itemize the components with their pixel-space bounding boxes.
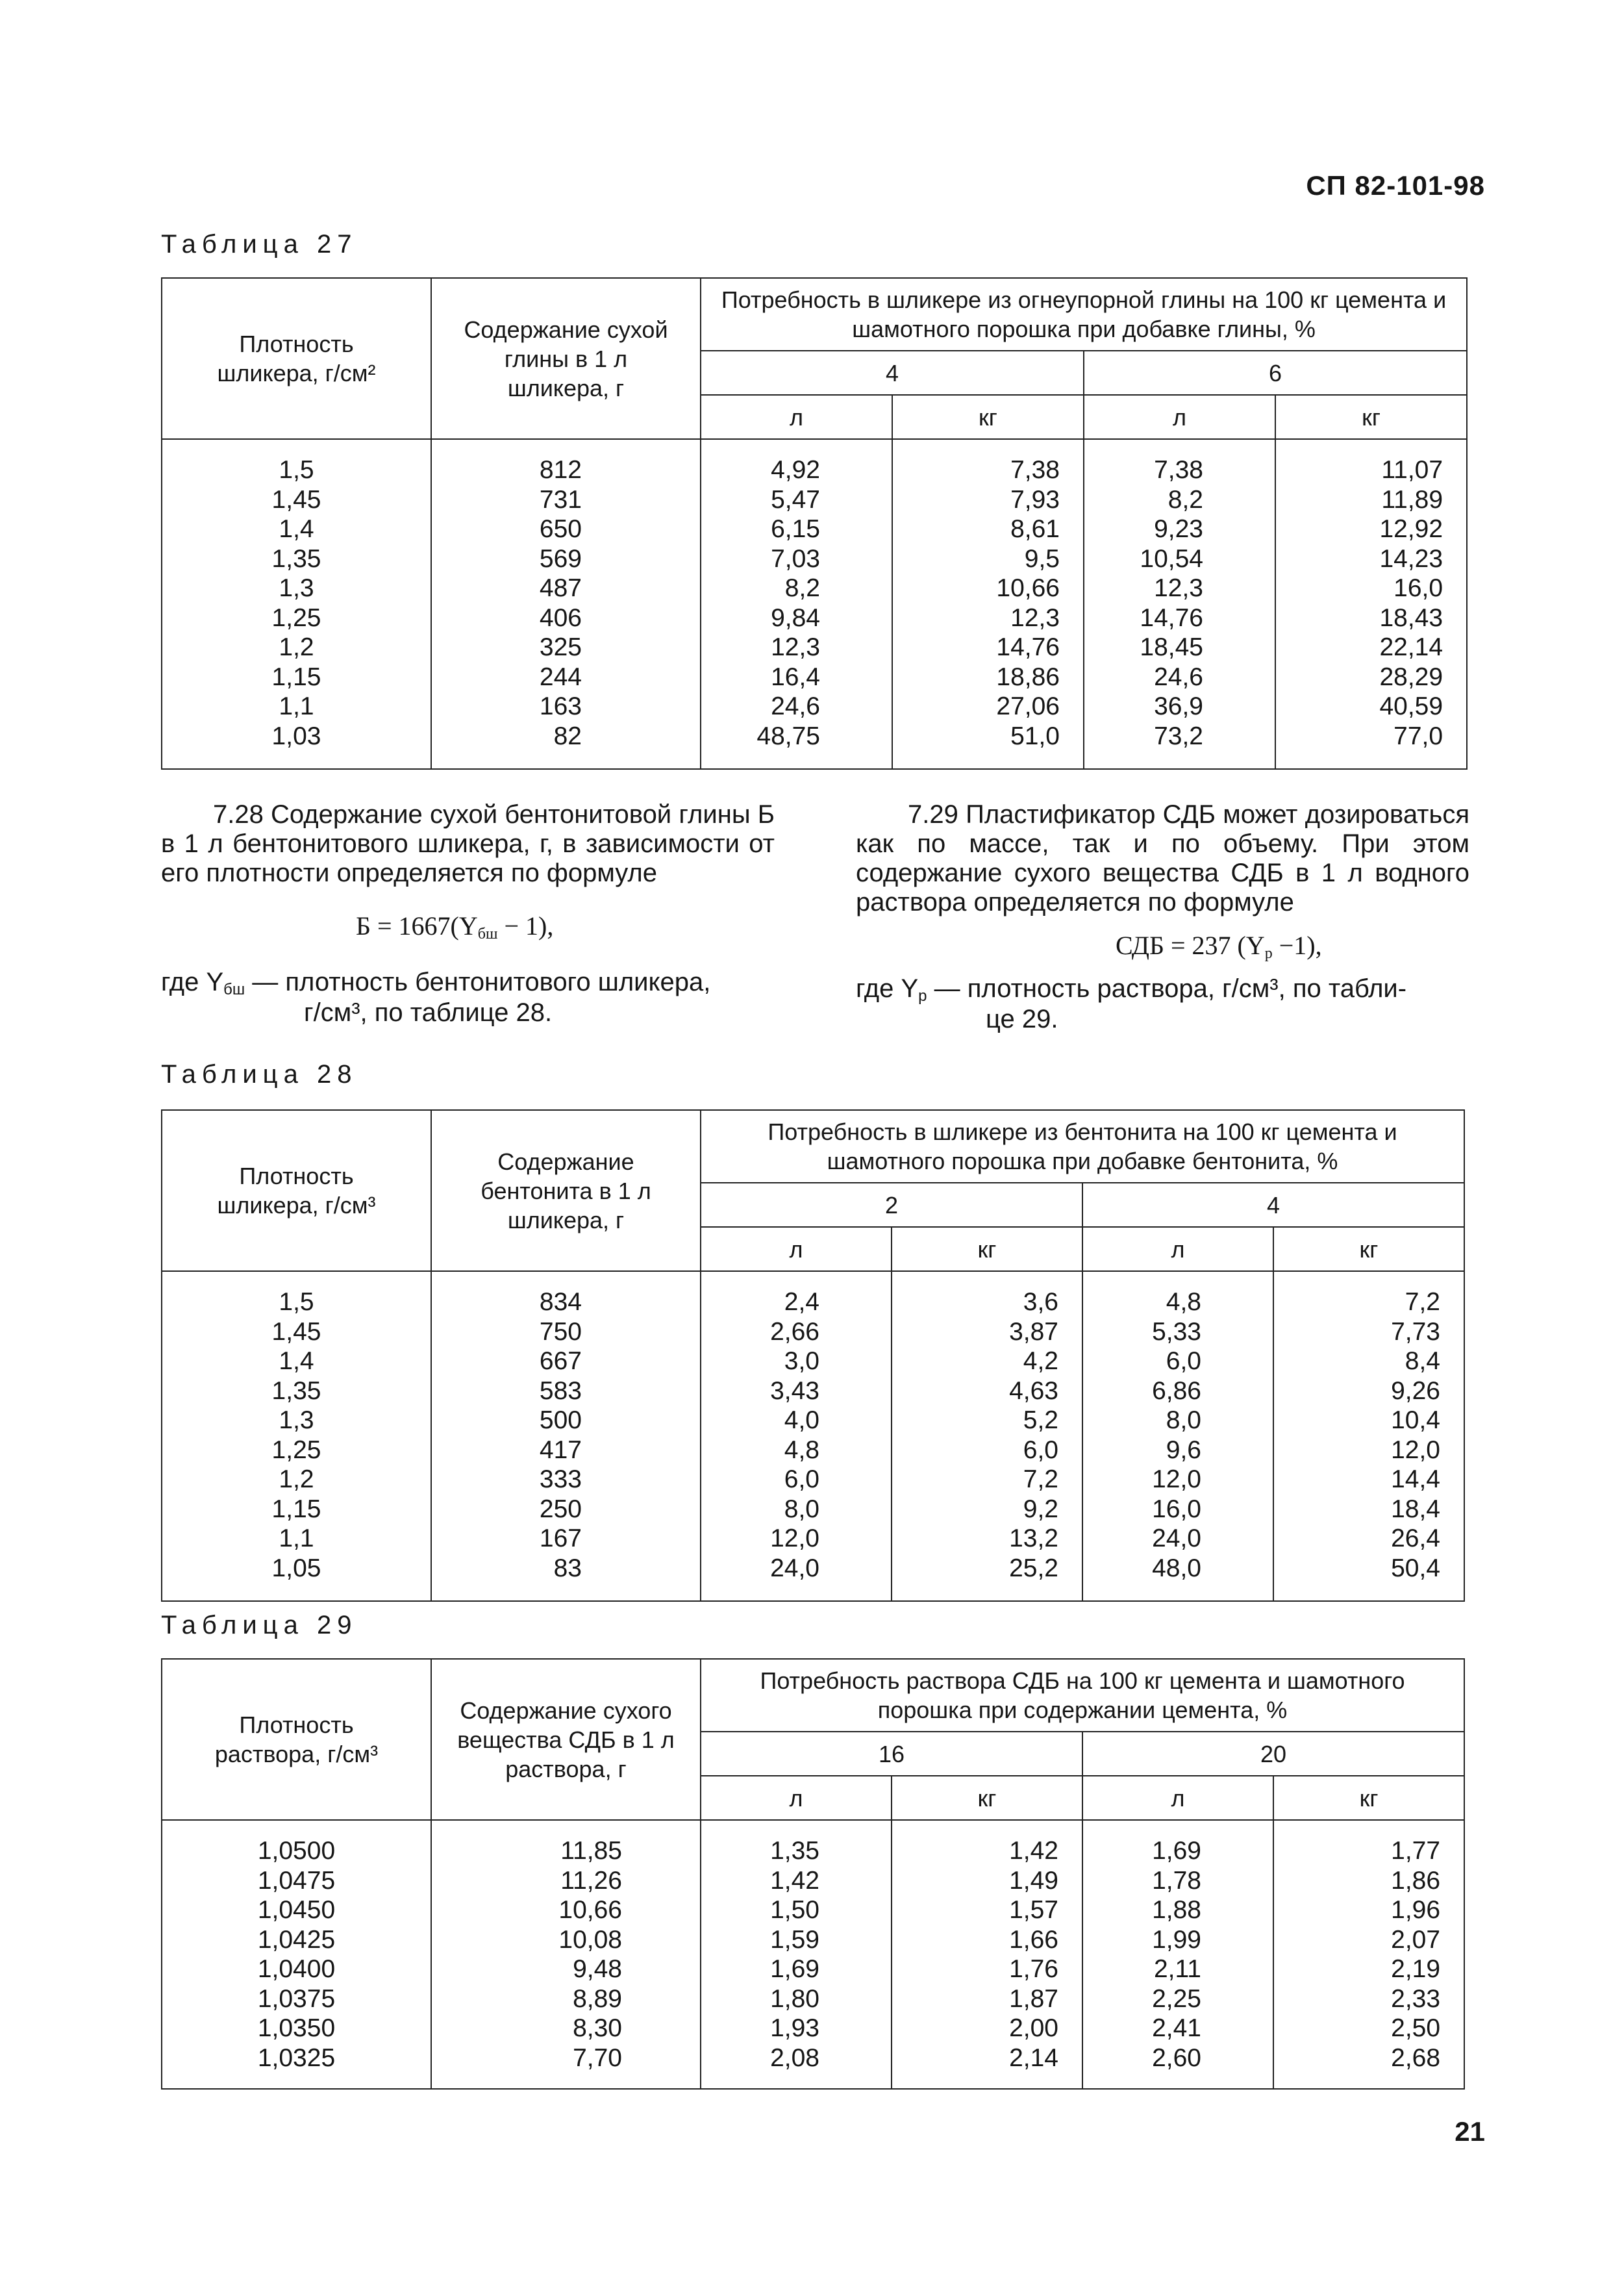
table-cell-value: 9,48 xyxy=(573,1955,622,1983)
table27-sub-head-6: 6 xyxy=(1084,351,1467,395)
table27-col1-head: Плотность шликера, г/см² xyxy=(162,278,431,439)
table-cell-value: 1,87 xyxy=(1009,1984,1058,2013)
table29-16-kg-column xyxy=(892,1820,1082,2089)
table29-caption: Таблица 29 xyxy=(161,1611,358,1639)
table29-unit-kg: кг xyxy=(892,1776,1082,1820)
table28 xyxy=(161,1109,1465,1602)
table-cell-value: 2,08 xyxy=(770,2043,819,2072)
table27-unit-kg: кг xyxy=(892,395,1084,439)
table-cell-value: 1,1 xyxy=(279,1524,314,1552)
table-cell-value: 8,89 xyxy=(573,1984,622,2013)
table27-4-l-column xyxy=(701,439,892,769)
table-cell-value: 11,07 xyxy=(1381,456,1443,484)
table-cell-value: 10,08 xyxy=(558,1925,622,1954)
table-cell-value: 7,38 xyxy=(1154,456,1203,484)
table27-col2-head: Содержание сухой глины в 1 л шликера, г xyxy=(431,278,701,439)
section-7-28-text: 7.28 Содержание сухой бентонитовой глины Б в 1 л бентонитового шликера, г, в зависимости от его плотности определяется по формуле xyxy=(161,800,775,887)
table-cell-value: 77,0 xyxy=(1393,722,1443,750)
table-cell-value: 8,2 xyxy=(784,574,820,602)
table-cell-value: 8,30 xyxy=(573,2014,622,2042)
table-cell-value: 1,03 xyxy=(271,722,321,750)
table-cell-value: 417 xyxy=(539,1435,582,1464)
table-cell-value: 8,4 xyxy=(1405,1347,1440,1375)
table29-unit-kg: кг xyxy=(1273,1776,1464,1820)
table29-unit-l: л xyxy=(1082,1776,1273,1820)
table29-col2-head: Содержание сухого вещества СДБ в 1 л раствора, г xyxy=(431,1659,701,1820)
table-cell-value: 12,0 xyxy=(1152,1465,1201,1493)
table-cell-value: 12,0 xyxy=(770,1524,819,1552)
table28-density-column xyxy=(162,1271,431,1601)
table-cell-value: 487 xyxy=(539,574,582,602)
table-cell-value: 583 xyxy=(539,1376,582,1405)
table-cell-value: 18,86 xyxy=(996,663,1060,691)
table-cell-value: 7,03 xyxy=(771,544,820,573)
table-cell-value: 406 xyxy=(539,603,582,632)
table-cell-value: 1,78 xyxy=(1152,1866,1201,1895)
table-cell-value: 750 xyxy=(539,1317,582,1346)
table-cell-value: 1,57 xyxy=(1009,1896,1058,1924)
table-cell-value: 1,0425 xyxy=(257,1925,336,1954)
table-cell-value: 569 xyxy=(539,544,582,573)
table28-2-kg-column xyxy=(892,1271,1082,1601)
table-cell-value: 1,0325 xyxy=(257,2043,336,2072)
table-cell-value: 2,33 xyxy=(1391,1984,1441,2013)
table-cell-value: 36,9 xyxy=(1154,692,1203,720)
table-cell-value: 3,43 xyxy=(770,1376,819,1405)
table-cell-value: 1,86 xyxy=(1391,1866,1441,1895)
table-cell-value: 5,2 xyxy=(1023,1406,1058,1434)
table-cell-value: 28,29 xyxy=(1379,663,1443,691)
table28-col1-head: Плотность шликера, г/см³ xyxy=(162,1110,431,1271)
table-cell-value: 12,3 xyxy=(1154,574,1203,602)
table-cell-value: 2,00 xyxy=(1009,2014,1058,2042)
table-cell-value: 1,4 xyxy=(279,1347,314,1375)
table-cell-value: 1,35 xyxy=(770,1837,819,1865)
table-cell-value: 1,4 xyxy=(279,515,314,543)
table-cell-value: 325 xyxy=(539,633,582,661)
table28-2-l-column xyxy=(701,1271,892,1601)
table28-unit-kg: кг xyxy=(1273,1227,1464,1271)
table-cell-value: 244 xyxy=(539,663,582,691)
table-cell-value: 731 xyxy=(539,485,582,514)
table-cell-value: 83 xyxy=(553,1554,582,1582)
table27-6-l-column xyxy=(1084,439,1275,769)
table-cell-value: 1,45 xyxy=(271,1317,321,1346)
table-cell-value: 4,8 xyxy=(784,1435,819,1464)
table-cell-value: 10,66 xyxy=(996,574,1060,602)
section-7-29-where: где $Y_р$ — плотность раствора, г/см³, по табли- xyxy=(856,974,1407,1005)
table-cell-value: 18,43 xyxy=(1379,603,1443,632)
table27-unit-l: л xyxy=(701,395,892,439)
table-cell-value: 16,4 xyxy=(771,663,820,691)
table-cell-value: 12,0 xyxy=(1391,1435,1440,1464)
table-cell-value: 6,86 xyxy=(1152,1376,1201,1405)
table-cell-value: 40,59 xyxy=(1379,692,1443,720)
table28-sub-head-4: 4 xyxy=(1082,1183,1464,1227)
table-cell-value: 2,60 xyxy=(1152,2043,1201,2072)
table-cell-value: 4,2 xyxy=(1023,1347,1058,1375)
table-cell-value: 7,2 xyxy=(1405,1288,1440,1316)
table-cell-value: 12,3 xyxy=(771,633,820,661)
table-cell-value: 2,4 xyxy=(784,1288,819,1316)
table-cell-value: 1,5 xyxy=(279,1288,314,1316)
table-cell-value: 834 xyxy=(539,1288,582,1316)
section-7-28-where: где $Y_{бш}$ — плотность бентонитового шликера, xyxy=(161,968,711,998)
table28-4-kg-column xyxy=(1273,1271,1464,1601)
table-cell-value: 1,0400 xyxy=(257,1955,336,1983)
page-number: 21 xyxy=(1455,2116,1485,2147)
table-cell-value: 24,0 xyxy=(1152,1524,1201,1552)
table29-sub-head-16: 16 xyxy=(701,1732,1082,1776)
document-code: СП 82-101-98 xyxy=(1306,170,1485,201)
table27-unit-kg: кг xyxy=(1275,395,1467,439)
table-cell-value: 26,4 xyxy=(1391,1524,1440,1552)
table-cell-value: 12,92 xyxy=(1379,515,1443,543)
table-cell-value: 16,0 xyxy=(1152,1495,1201,1523)
table29-20-l-column xyxy=(1082,1820,1273,2089)
table-cell-value: 73,2 xyxy=(1154,722,1203,750)
table-cell-value: 7,70 xyxy=(573,2043,622,2072)
table-cell-value: 1,15 xyxy=(271,663,321,691)
table-cell-value: 4,92 xyxy=(771,456,820,484)
table-cell-value: 11,26 xyxy=(560,1866,622,1895)
table-cell-value: 1,0475 xyxy=(257,1866,336,1895)
table-cell-value: 1,76 xyxy=(1009,1955,1058,1983)
table28-unit-kg: кг xyxy=(892,1227,1082,1271)
table-cell-value: 1,93 xyxy=(770,2014,819,2042)
table-cell-value: 27,06 xyxy=(996,692,1060,720)
table-cell-value: 1,25 xyxy=(271,1435,321,1464)
table29-unit-l: л xyxy=(701,1776,892,1820)
table29-20-kg-column xyxy=(1273,1820,1464,2089)
table29-col1-head: Плотность раствора, г/см³ xyxy=(162,1659,431,1820)
table-cell-value: 11,85 xyxy=(560,1837,622,1865)
table-cell-value: 14,23 xyxy=(1379,544,1443,573)
table-cell-value: 3,87 xyxy=(1009,1317,1058,1346)
table-cell-value: 1,25 xyxy=(271,603,321,632)
table-cell-value: 48,75 xyxy=(756,722,820,750)
table-cell-value: 9,26 xyxy=(1391,1376,1440,1405)
table-cell-value: 1,2 xyxy=(279,633,314,661)
table-cell-value: 167 xyxy=(539,1524,582,1552)
table-cell-value: 2,07 xyxy=(1391,1925,1441,1954)
table-cell-value: 14,76 xyxy=(996,633,1060,661)
table28-unit-l: л xyxy=(701,1227,892,1271)
table-cell-value: 24,6 xyxy=(771,692,820,720)
table-cell-value: 1,77 xyxy=(1391,1837,1441,1865)
table-cell-value: 1,69 xyxy=(1152,1837,1201,1865)
table-cell-value: 8,0 xyxy=(1166,1406,1201,1434)
table28-caption: Таблица 28 xyxy=(161,1060,358,1089)
table-cell-value: 500 xyxy=(539,1406,582,1434)
table-cell-value: 2,19 xyxy=(1391,1955,1441,1983)
table-cell-value: 7,38 xyxy=(1010,456,1060,484)
table-cell-value: 24,0 xyxy=(770,1554,819,1582)
table-cell-value: 1,0500 xyxy=(257,1837,336,1865)
table-cell-value: 25,2 xyxy=(1009,1554,1058,1582)
section-7-29-where-2: це 29. xyxy=(986,1005,1058,1033)
table-cell-value: 14,76 xyxy=(1140,603,1203,632)
table-cell-value: 163 xyxy=(539,692,582,720)
table-cell-value: 9,2 xyxy=(1023,1495,1058,1523)
table29-group-head: Потребность раствора СДБ на 100 кг цемента и шамотного порошка при содержании цемента, % xyxy=(701,1659,1464,1732)
table-cell-value: 1,50 xyxy=(770,1896,819,1924)
table-cell-value: 7,93 xyxy=(1010,485,1060,514)
table-cell-value: 1,3 xyxy=(279,1406,314,1434)
table-cell-value: 24,6 xyxy=(1154,663,1203,691)
table28-4-l-column xyxy=(1082,1271,1273,1601)
table-cell-value: 2,66 xyxy=(770,1317,819,1346)
table-cell-value: 2,68 xyxy=(1391,2043,1441,2072)
table-cell-value: 22,14 xyxy=(1379,633,1443,661)
section-7-29-text: 7.29 Пластификатор СДБ может дозироваться как по массе, так и по объему. При этом содержание сухого вещества СДБ в 1 л водного раствора определяется по формуле xyxy=(856,800,1469,916)
table-cell-value: 4,8 xyxy=(1166,1288,1201,1316)
table-cell-value: 10,66 xyxy=(558,1896,622,1924)
table-cell-value: 1,0375 xyxy=(257,1984,336,2013)
table29-content-column xyxy=(431,1820,701,2089)
table-cell-value: 3,0 xyxy=(784,1347,819,1375)
table-cell-value: 650 xyxy=(539,515,582,543)
table-cell-value: 16,0 xyxy=(1393,574,1443,602)
table-cell-value: 1,5 xyxy=(279,456,314,484)
table-cell-value: 1,59 xyxy=(770,1925,819,1954)
table-cell-value: 9,5 xyxy=(1024,544,1060,573)
table-cell-value: 10,4 xyxy=(1391,1406,1440,1434)
table-cell-value: 4,0 xyxy=(784,1406,819,1434)
table27-sub-head-4: 4 xyxy=(701,351,1084,395)
table-cell-value: 3,6 xyxy=(1023,1288,1058,1316)
table-cell-value: 1,66 xyxy=(1009,1925,1058,1954)
table-cell-value: 1,3 xyxy=(279,574,314,602)
table-cell-value: 667 xyxy=(539,1347,582,1375)
table27-group-head: Потребность в шликере из огнеупорной глины на 100 кг цемента и шамотного порошка при добавке глины, % xyxy=(701,278,1467,351)
table-cell-value: 48,0 xyxy=(1152,1554,1201,1582)
table-cell-value: 1,35 xyxy=(271,1376,321,1405)
table-cell-value: 1,45 xyxy=(271,485,321,514)
table28-group-head: Потребность в шликере из бентонита на 100 кг цемента и шамотного порошка при добавке бентонита, % xyxy=(701,1110,1464,1183)
table-cell-value: 1,88 xyxy=(1152,1896,1201,1924)
table29-density-column xyxy=(162,1820,431,2089)
table-cell-value: 1,80 xyxy=(770,1984,819,2013)
table28-sub-head-2: 2 xyxy=(701,1183,1082,1227)
table27-density-column xyxy=(162,439,431,769)
table27-6-kg-column xyxy=(1275,439,1467,769)
table-cell-value: 1,0350 xyxy=(257,2014,336,2042)
table-cell-value: 10,54 xyxy=(1140,544,1203,573)
table-cell-value: 6,15 xyxy=(771,515,820,543)
table-cell-value: 82 xyxy=(553,722,582,750)
table-cell-value: 2,25 xyxy=(1152,1984,1201,2013)
table-cell-value: 18,45 xyxy=(1140,633,1203,661)
table-cell-value: 8,0 xyxy=(784,1495,819,1523)
table-cell-value: 1,35 xyxy=(271,544,321,573)
table-cell-value: 6,0 xyxy=(1166,1347,1201,1375)
table28-unit-l: л xyxy=(1082,1227,1273,1271)
table-cell-value: 9,6 xyxy=(1166,1435,1201,1464)
table-cell-value: 1,2 xyxy=(279,1465,314,1493)
table-cell-value: 8,2 xyxy=(1168,485,1203,514)
table27 xyxy=(161,277,1468,770)
table-cell-value: 50,4 xyxy=(1391,1554,1440,1582)
table27-4-kg-column xyxy=(892,439,1084,769)
table-cell-value: 333 xyxy=(539,1465,582,1493)
table-cell-value: 1,69 xyxy=(770,1955,819,1983)
table-cell-value: 1,42 xyxy=(1009,1837,1058,1865)
table-cell-value: 11,89 xyxy=(1381,485,1443,514)
table-cell-value: 1,99 xyxy=(1152,1925,1201,1954)
table27-caption: Таблица 27 xyxy=(161,230,358,259)
table-cell-value: 1,42 xyxy=(770,1866,819,1895)
table-cell-value: 18,4 xyxy=(1391,1495,1440,1523)
table-cell-value: 1,0450 xyxy=(257,1896,336,1924)
table-cell-value: 2,11 xyxy=(1153,1955,1201,1983)
table27-content-column xyxy=(431,439,701,769)
table29 xyxy=(161,1658,1465,2090)
table-cell-value: 9,84 xyxy=(771,603,820,632)
table-cell-value: 250 xyxy=(539,1495,582,1523)
section-7-29-formula: СДБ = 237 $(Y_р -1)$, xyxy=(1116,931,1322,962)
table-cell-value: 1,15 xyxy=(271,1495,321,1523)
table-cell-value: 4,63 xyxy=(1009,1376,1058,1405)
table-cell-value: 1,96 xyxy=(1391,1896,1441,1924)
table-cell-value: 8,61 xyxy=(1010,515,1060,543)
table-cell-value: 1,05 xyxy=(271,1554,321,1582)
table-cell-value: 5,33 xyxy=(1152,1317,1201,1346)
table-cell-value: 7,2 xyxy=(1023,1465,1058,1493)
table27-unit-l: л xyxy=(1084,395,1275,439)
table28-col2-head: Содержание бентонита в 1 л шликера, г xyxy=(431,1110,701,1271)
table-cell-value: 6,0 xyxy=(1023,1435,1058,1464)
table29-16-l-column xyxy=(701,1820,892,2089)
table-cell-value: 2,14 xyxy=(1009,2043,1058,2072)
table-cell-value: 812 xyxy=(539,456,582,484)
section-7-28-where-2: г/см³, по таблице 28. xyxy=(304,998,553,1027)
table-cell-value: 1,1 xyxy=(279,692,314,720)
table-cell-value: 1,49 xyxy=(1009,1866,1058,1895)
table-cell-value: 7,73 xyxy=(1391,1317,1440,1346)
table-cell-value: 12,3 xyxy=(1010,603,1060,632)
section-7-28-formula: $Б = 1667(Y_{бш} - 1)$, xyxy=(356,911,554,942)
table-cell-value: 51,0 xyxy=(1010,722,1060,750)
table-cell-value: 6,0 xyxy=(784,1465,819,1493)
table-cell-value: 2,50 xyxy=(1391,2014,1441,2042)
table-cell-value: 14,4 xyxy=(1391,1465,1440,1493)
table-cell-value: 5,47 xyxy=(771,485,820,514)
table28-content-column xyxy=(431,1271,701,1601)
table-cell-value: 2,41 xyxy=(1152,2014,1201,2042)
table29-sub-head-20: 20 xyxy=(1082,1732,1464,1776)
table-cell-value: 9,23 xyxy=(1154,515,1203,543)
table-cell-value: 13,2 xyxy=(1009,1524,1058,1552)
